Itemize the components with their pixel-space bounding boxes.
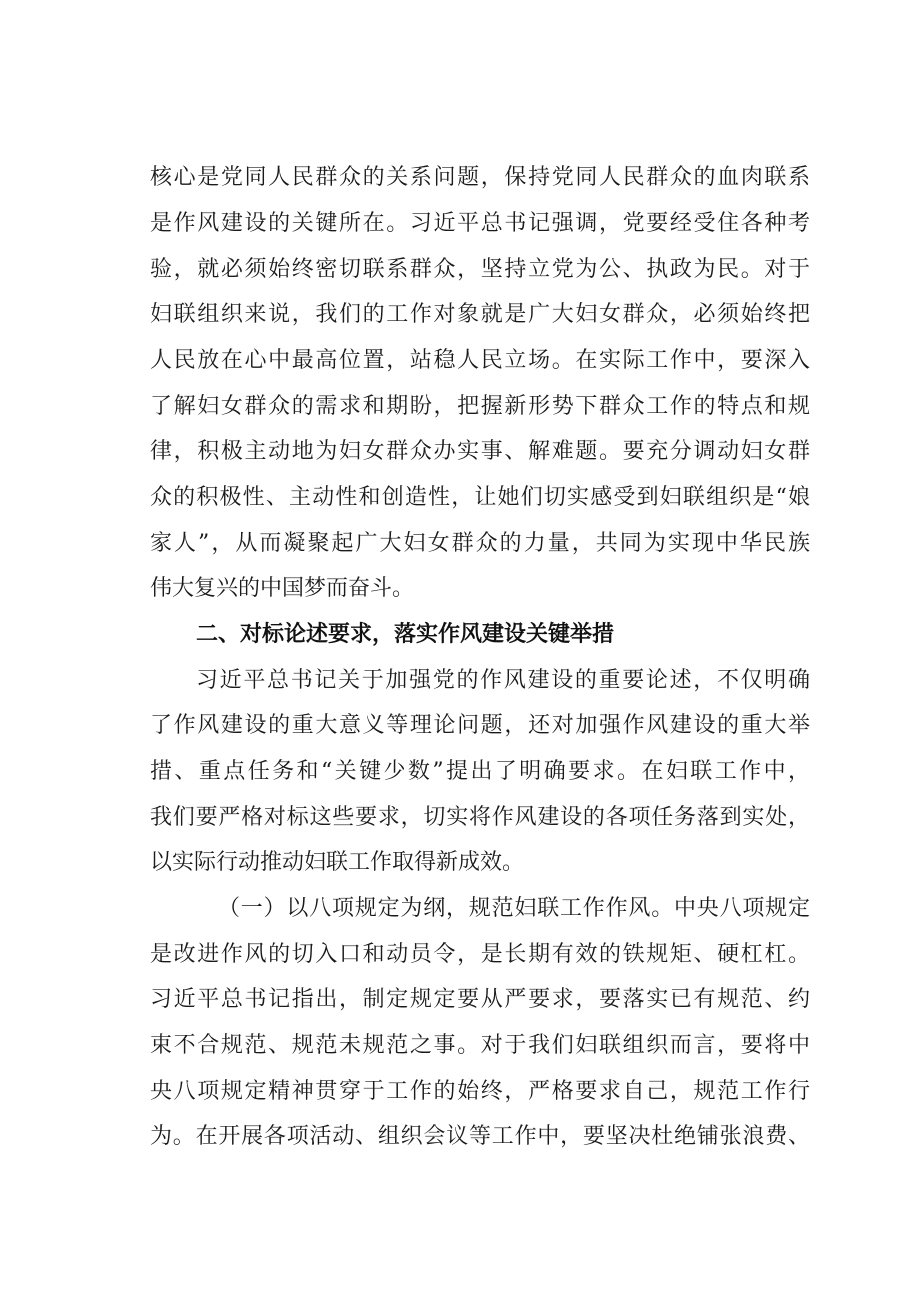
paragraph-line: 为。在开展各项活动、组织会议等工作中，要坚决杜绝铺张浪费、 (150, 1124, 810, 1149)
paragraph-line: 我们要严格对标这些要求，切实将作风建设的各项任务落到实处， (150, 805, 810, 830)
paragraph-line: 以实际行动推动妇联工作取得新成效。 (150, 850, 525, 875)
paragraph-line: 众的积极性、主动性和创造性，让她们切实感受到妇联组织是“娘 (150, 485, 810, 510)
paragraph-line: 是改进作风的切入口和动员令，是长期有效的铁规矩、硬杠杠。 (150, 942, 810, 967)
paragraph-line: 家人”，从而凝聚起广大妇女群众的力量，共同为实现中华民族 (150, 531, 810, 556)
paragraph-line: 央八项规定精神贯穿于工作的始终，严格要求自己，规范工作行 (150, 1079, 810, 1104)
paragraph-line: 了作风建设的重大意义等理论问题，还对加强作风建设的重大举 (150, 713, 810, 738)
paragraph-line: 束不合规范、规范未规范之事。对于我们妇联组织而言，要将中 (150, 1033, 810, 1058)
paragraph-line: 妇联组织来说，我们的工作对象就是广大妇女群众，必须始终把 (150, 302, 810, 327)
paragraph-line: 习近平总书记关于加强党的作风建设的重要论述，不仅明确 (196, 668, 810, 693)
paragraph-line: 核心是党同人民群众的关系问题，保持党同人民群众的血肉联系 (150, 165, 810, 190)
paragraph-line: 验，就必须始终密切联系群众，坚持立党为公、执政为民。对于 (150, 257, 810, 282)
paragraph-line: 人民放在心中最高位置，站稳人民立场。在实际工作中，要深入 (150, 348, 810, 373)
paragraph-line: 是作风建设的关键所在。习近平总书记强调，党要经受住各种考 (150, 211, 810, 236)
section-heading: 二、对标论述要求，落实作风建设关键举措 (196, 622, 615, 647)
paragraph-line: （一）以八项规定为纲，规范妇联工作作风。中央八项规定 (218, 896, 810, 921)
paragraph-line: 习近平总书记指出，制定规定要从严要求，要落实已有规范、约 (150, 987, 810, 1012)
paragraph-line: 伟大复兴的中国梦而奋斗。 (150, 576, 415, 601)
paragraph-line: 措、重点任务和“关键少数”提出了明确要求。在妇联工作中， (150, 759, 810, 784)
paragraph-line: 了解妇女群众的需求和期盼，把握新形势下群众工作的特点和规 (150, 394, 810, 419)
paragraph-line: 律，积极主动地为妇女群众办实事、解难题。要充分调动妇女群 (150, 439, 810, 464)
